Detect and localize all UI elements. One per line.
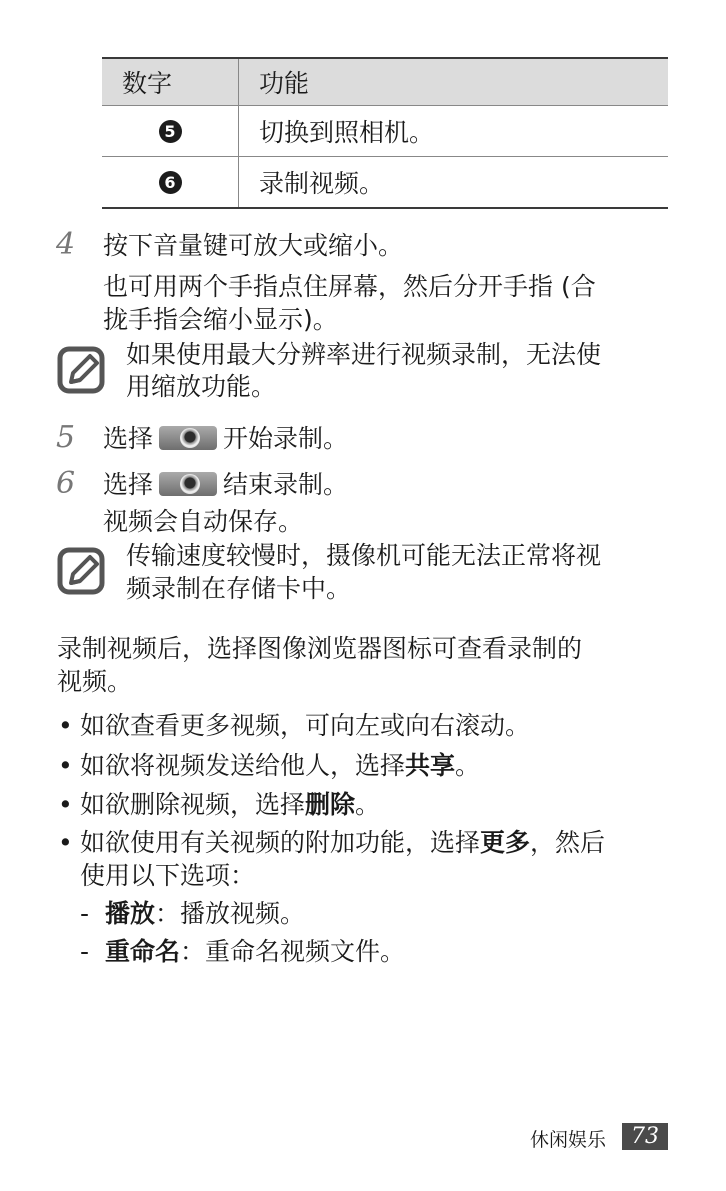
section-label: 休闲娱乐 (529, 1129, 606, 1151)
intro-line2: 视频。 (57, 667, 133, 696)
bullet-dot-icon: • (58, 751, 73, 780)
step-number-6: 6 (56, 466, 76, 501)
bullet-4-line2: 使用以下选项： (80, 861, 256, 890)
table-cell-function: 切换到照相机。 (259, 118, 435, 147)
record-toggle-icon (159, 426, 217, 450)
bullet-dot-icon: • (58, 711, 73, 740)
table-row (102, 157, 668, 209)
sub-item-rename: - 重命名：重命名视频文件。 (80, 937, 405, 966)
sub-item-play: - 播放：播放视频。 (80, 899, 305, 928)
table-row (102, 106, 668, 157)
stop-toggle-icon (159, 472, 217, 496)
step-number-5: 5 (56, 420, 76, 455)
note-pen-icon (57, 547, 107, 597)
note-2-line2: 频录制在存储卡中。 (126, 574, 352, 603)
bullet-dot-icon: • (58, 790, 73, 819)
bullet-1: 如欲查看更多视频，可向左或向右滚动。 (80, 711, 531, 740)
table-header-number: 数字 (102, 59, 239, 105)
note-1-line1: 如果使用最大分辨率进行视频录制，无法使 (126, 340, 602, 369)
table-header-function: 功能 (259, 69, 310, 98)
bullet-dot-icon: • (58, 828, 73, 857)
step-5-text: 选择 开始录制。 (103, 424, 349, 453)
number-badge-icon: 5 (159, 120, 182, 143)
step-6-text: 选择 结束录制。 (103, 470, 349, 499)
note-2-line1: 传输速度较慢时，摄像机可能无法正常将视 (126, 541, 602, 570)
function-table (102, 57, 668, 209)
step-4-detail-line2: 拢手指会缩小显示)。 (103, 305, 338, 334)
step-number-4: 4 (56, 227, 76, 262)
bullet-2: 如欲将视频发送给他人，选择共享。 (80, 751, 481, 780)
note-1-line2: 用缩放功能。 (126, 372, 277, 401)
intro-line1: 录制视频后，选择图像浏览器图标可查看录制的 (57, 634, 583, 663)
bullet-4: 如欲使用有关视频的附加功能，选择更多，然后 (80, 828, 606, 857)
table-cell-function: 录制视频。 (259, 169, 385, 198)
bullet-3: 如欲删除视频，选择删除。 (80, 790, 381, 819)
page-number: 73 (622, 1123, 668, 1150)
note-pen-icon (57, 346, 107, 396)
step-4-text: 按下音量键可放大或缩小。 (103, 231, 404, 260)
step-6-detail: 视频会自动保存。 (103, 507, 304, 536)
step-4-detail-line1: 也可用两个手指点住屏幕，然后分开手指 (合 (103, 272, 596, 301)
number-badge-icon: 6 (159, 171, 182, 194)
table-header-row (102, 57, 668, 106)
